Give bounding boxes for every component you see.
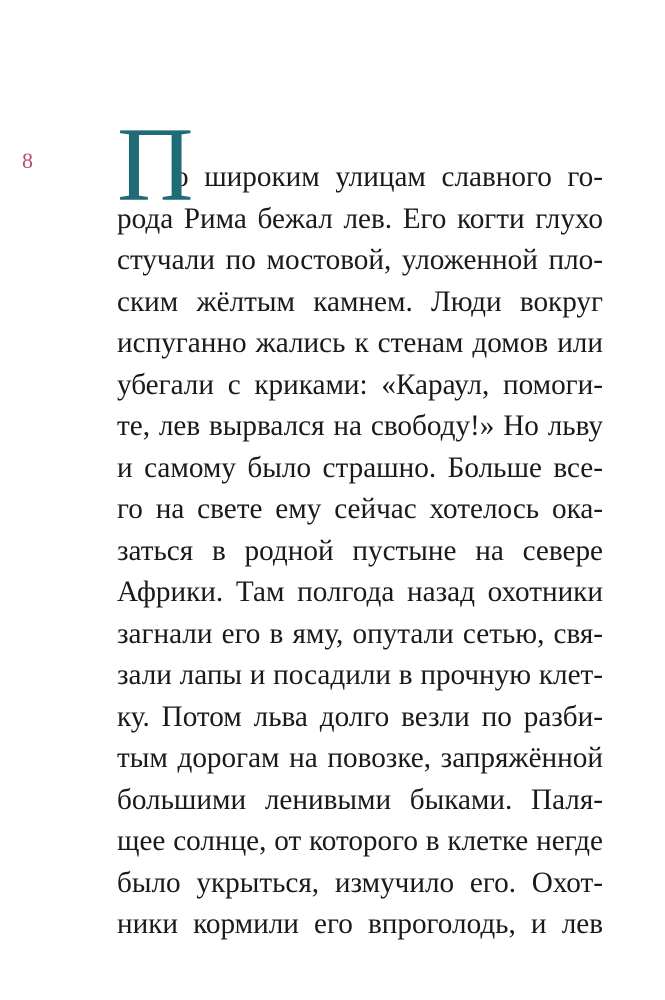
text-line: и самому было страшно. Больше все- [117, 451, 603, 484]
text-line: о широким улицам славного го- [174, 161, 603, 193]
text-line: было укрыться, измучило его. Охот- [117, 866, 603, 899]
text-line: зали лапы и посадили в прочную клет- [117, 659, 603, 691]
text-line: большими ленивыми быками. Паля- [117, 783, 603, 816]
text-line: испуганно жались к стенам домов или [117, 327, 603, 359]
text-line: щее солнце, от которого в клетке негде [117, 825, 603, 857]
text-line: заться в родной пустыне на севере [117, 534, 603, 567]
text-line: тым дорогам на повозке, запряжённой [117, 742, 603, 774]
text-line: стучали по мостовой, уложенной пло- [117, 244, 603, 276]
text-line: ники кормили его впроголодь, и лев [117, 908, 603, 940]
text-line: убегали с криками: «Караул, помоги- [117, 368, 603, 401]
text-line: ку. Потом льва долго везли по разби- [117, 700, 603, 733]
text-line: рода Рима бежал лев. Его когти глухо [117, 202, 603, 235]
text-line: те, лев вырвался на свободу!» Но льву [117, 410, 603, 442]
drop-cap: П [117, 106, 194, 223]
text-line: Африки. Там полгода назад охотники [117, 576, 603, 608]
text-line: го на свете ему сейчас хотелось ока- [117, 493, 603, 525]
body-text [117, 106, 603, 946]
text-line: ским жёлтым камнем. Люди вокруг [117, 285, 603, 318]
text-line: загнали его в яму, опутали сетью, свя- [117, 617, 603, 650]
page-number: 8 [22, 148, 33, 173]
